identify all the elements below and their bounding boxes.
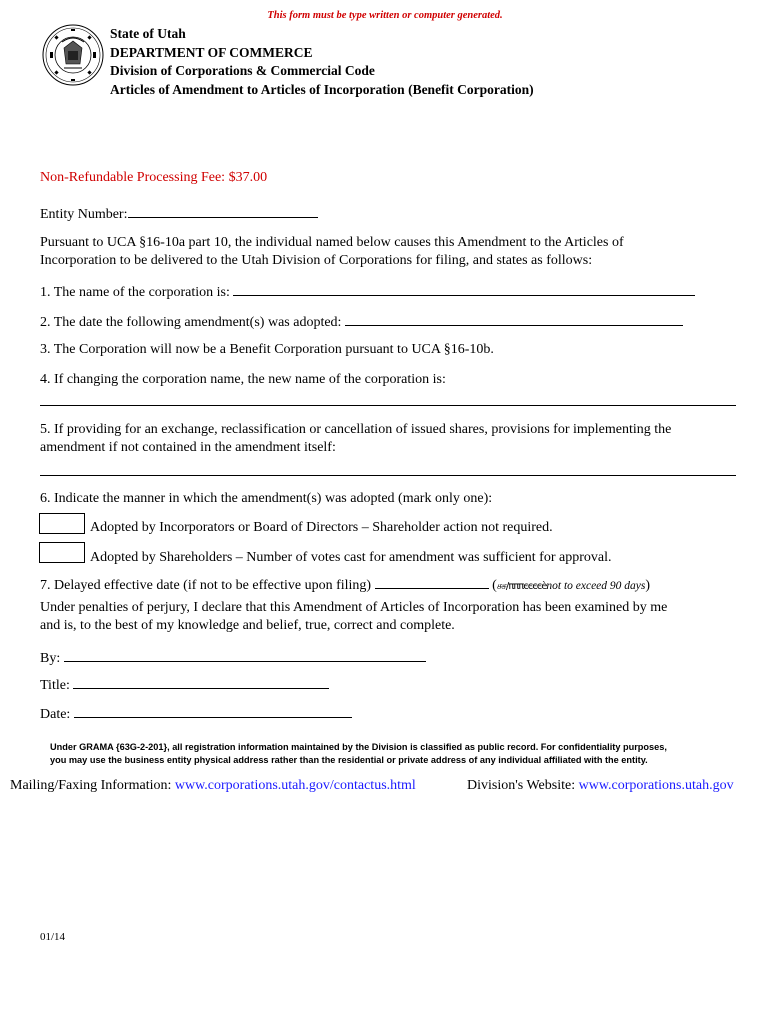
signer-title-field[interactable]: [73, 675, 329, 689]
intro-line-2: Incorporation to be delivered to the Utah Division of Corporations for filing, and states as follows:: [40, 253, 593, 268]
option-incorporators-label: Adopted by Incorporators or Board of Directors – Shareholder action not required.: [90, 520, 553, 535]
signature-by-field[interactable]: [64, 648, 426, 662]
division-website-link[interactable]: www.corporations.utah.gov: [578, 778, 734, 793]
mailing-label: Mailing/Faxing Information:: [10, 778, 172, 793]
item-7-label: 7. Delayed effective date (if not to be effective upon filing): [40, 578, 372, 593]
header-department: DEPARTMENT OF COMMERCE: [110, 44, 313, 60]
mailing-info: [10, 778, 416, 794]
share-provisions-field[interactable]: [40, 475, 736, 476]
grama-line-2: you may use the business entity physical address rather than the residential or private address of any individual affiliated with the entity.: [50, 755, 648, 765]
entity-number-label: Entity Number:: [40, 207, 128, 222]
title-label: Title:: [40, 678, 70, 693]
signature-title-row: [40, 675, 329, 695]
form-header: [110, 25, 534, 99]
grama-line-1: Under GRAMA {63G-2-201}, all registration information maintained by the Division is classified as public record. For confidentiality purposes,: [50, 742, 667, 752]
processing-fee: Non-Refundable Processing Fee: $37.00: [40, 170, 268, 185]
form-title: Articles of Amendment to Articles of Incorporation (Benefit Corporation): [110, 81, 534, 97]
item-5-line-1: 5. If providing for an exchange, reclassification or cancellation of issued shares, provisions for implementing the: [40, 422, 672, 437]
item-7-note: not to exceed 90 days: [546, 580, 646, 592]
delayed-effective-date-field[interactable]: [375, 575, 489, 589]
grama-notice: [50, 741, 667, 767]
perjury-line-1: Under penalties of perjury, I declare that this Amendment of Articles of Incorporation has been examined by me: [40, 600, 668, 615]
by-label: By:: [40, 651, 61, 666]
item-7-paren-close: ): [645, 578, 651, 593]
division-website: [467, 778, 734, 794]
signature-by-row: [40, 648, 426, 668]
item-1-label: 1. The name of the corporation is:: [40, 285, 230, 300]
item-2-label: 2. The date the following amendment(s) was adopted:: [40, 315, 342, 330]
option-shareholders-label: Adopted by Shareholders – Number of votes cast for amendment was sufficient for approval.: [90, 550, 612, 565]
intro-line-1: Pursuant to UCA §16-10a part 10, the individual named below causes this Amendment to the Articles of: [40, 235, 624, 250]
entity-number-row: [40, 204, 318, 224]
item-5-text: [40, 421, 671, 457]
intro-paragraph: [40, 234, 624, 270]
typewritten-notice: This form must be type written or computer generated.: [267, 10, 503, 21]
header-state: State of Utah: [110, 26, 186, 41]
signature-date-field[interactable]: [74, 704, 352, 718]
item-7-row: [40, 575, 650, 596]
corporation-name-field[interactable]: [233, 282, 695, 296]
perjury-statement: [40, 599, 667, 635]
website-label: Division's Website:: [467, 778, 576, 793]
adoption-date-field[interactable]: [345, 312, 683, 326]
item-5-line-2: amendment if not contained in the amendment itself:: [40, 440, 336, 455]
item-2-row: [40, 312, 683, 332]
item-3-text: 3. The Corporation will now be a Benefit Corporation pursuant to UCA §16-10b.: [40, 342, 494, 357]
incorporators-board-checkbox[interactable]: [39, 513, 85, 534]
shareholders-checkbox[interactable]: [39, 542, 85, 563]
entity-number-field[interactable]: [128, 204, 318, 218]
item-1-row: [40, 282, 695, 302]
date-label: Date:: [40, 707, 71, 722]
utah-state-seal-icon: [42, 24, 104, 86]
item-6-text: 6. Indicate the manner in which the amendment(s) was adopted (mark only one):: [40, 491, 493, 506]
contact-us-link[interactable]: www.corporations.utah.gov/contactus.html: [174, 778, 416, 793]
item-4-text: 4. If changing the corporation name, the new name of the corporation is:: [40, 372, 446, 387]
new-corporation-name-field[interactable]: [40, 405, 736, 406]
signature-date-row: [40, 704, 352, 724]
perjury-line-2: and is, to the best of my knowledge and belief, true, correct and complete.: [40, 618, 455, 633]
item-7-scribble: சச/πππєєєєè: [496, 581, 547, 592]
header-division: Division of Corporations & Commercial Code: [110, 63, 375, 78]
form-revision-date: 01/14: [40, 931, 66, 943]
item-7-paren-open: (: [492, 578, 497, 593]
